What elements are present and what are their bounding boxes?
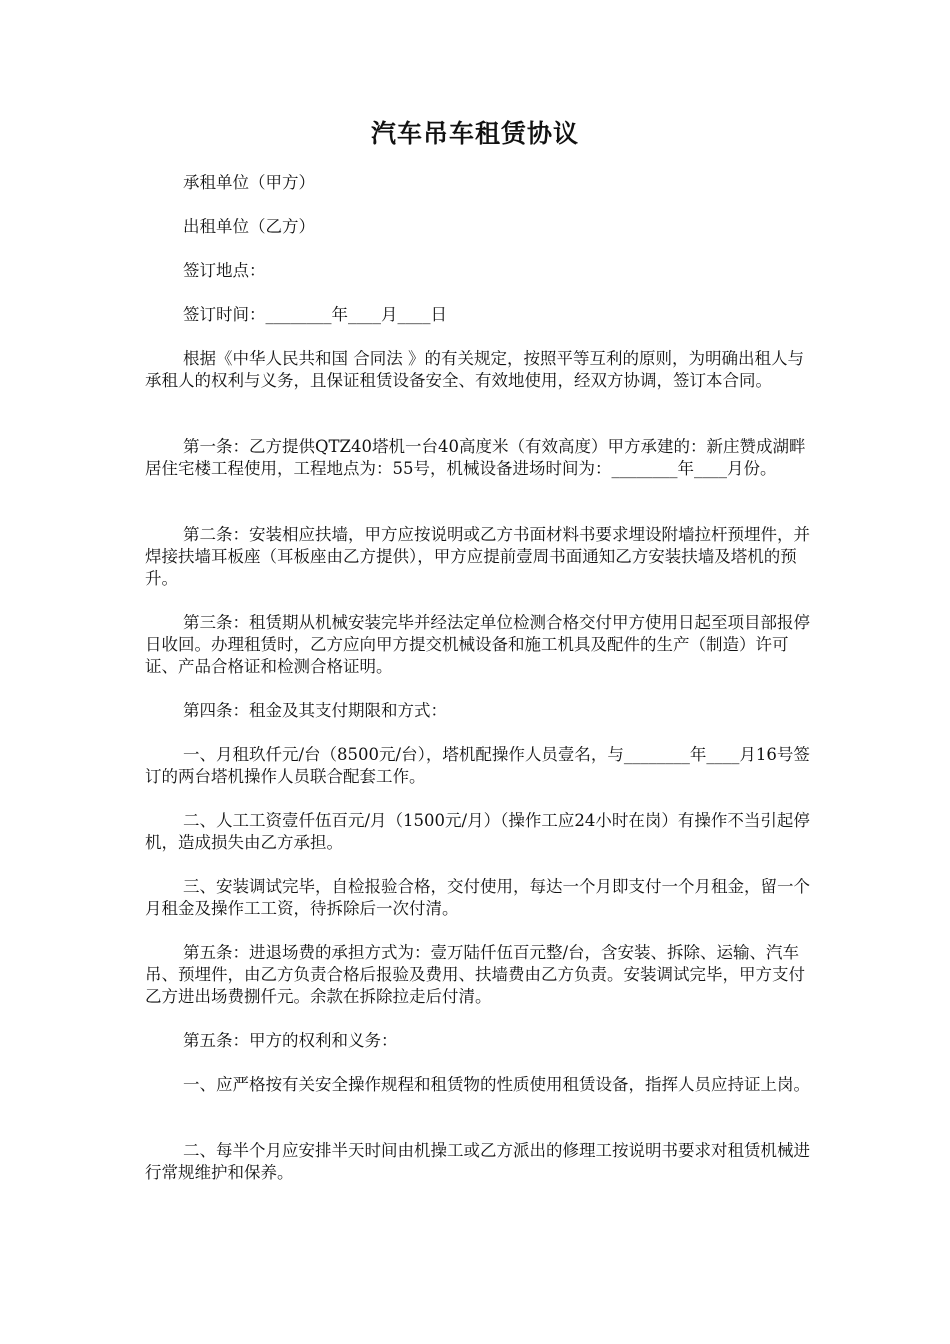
article-4-item-1: 一、月租玖仟元/台（8500元/台），塔机配操作人员壹名，与________年____月16号签订的两台塔机操作人员联合配套工作。 (145, 745, 810, 786)
lessor-line: 出租单位（乙方） (183, 217, 315, 236)
article-4-heading: 第四条：租金及其支付期限和方式： (183, 701, 447, 720)
signing-date-line: 签订时间：________年____月____日 (183, 305, 447, 324)
signing-place-line: 签订地点： (183, 261, 266, 280)
intro-paragraph: 根据《中华人民共和国 合同法 》的有关规定，按照平等互利的原则，为明确出租人与承租人的权利与义务，且保证租赁设备安全、有效地使用，经双方协调，签订本合同。 (145, 349, 804, 390)
article-4-item-2: 二、人工工资壹仟伍百元/月（1500元/月）（操作工应24小时在岗）有操作不当引起停机，造成损失由乙方承担。 (145, 811, 810, 852)
article-5b-item-2: 二、每半个月应安排半天时间由机操工或乙方派出的修理工按说明书要求对租赁机械进行常规维护和保养。 (145, 1141, 810, 1182)
article-1: 第一条：乙方提供QTZ40塔机一台40高度米（有效高度）甲方承建的：新庄赞成湖畔居住宅楼工程使用，工程地点为：55号，机械设备进场时间为：________年____月份。 (145, 437, 806, 478)
lessee-line: 承租单位（甲方） (183, 173, 315, 192)
article-3: 第三条：租赁期从机械安装完毕并经法定单位检测合格交付甲方使用日起至项目部报停日收回。办理租赁时，乙方应向甲方提交机械设备和施工机具及配件的生产（制造）许可证、产品合格证和检测合格证明。 (145, 613, 810, 676)
article-4-item-3: 三、安装调试完毕，自检报验合格，交付使用，每达一个月即支付一个月租金，留一个月租金及操作工工资，待拆除后一次付清。 (145, 877, 810, 918)
article-5b-heading: 第五条：甲方的权利和义务： (183, 1031, 398, 1050)
document-title: 汽车吊车租赁协议 (370, 119, 579, 148)
article-2: 第二条：安装相应扶墙，甲方应按说明或乙方书面材料书要求埋设附墙拉杆预埋件，并焊接扶墙耳板座（耳板座由乙方提供），甲方应提前壹周书面通知乙方安装扶墙及塔机的预升。 (145, 525, 810, 588)
article-5: 第五条：进退场费的承担方式为：壹万陆仟伍百元整/台，含安装、拆除、运输、汽车吊、预埋件，由乙方负责合格后报验及费用、扶墙费由乙方负责。安装调试完毕，甲方支付乙方进出场费捌仟元。余款在拆除拉走后付清。 (145, 943, 805, 1006)
article-5b-item-1: 一、应严格按有关安全操作规程和租赁物的性质使用租赁设备，指挥人员应持证上岗。 (183, 1075, 810, 1094)
